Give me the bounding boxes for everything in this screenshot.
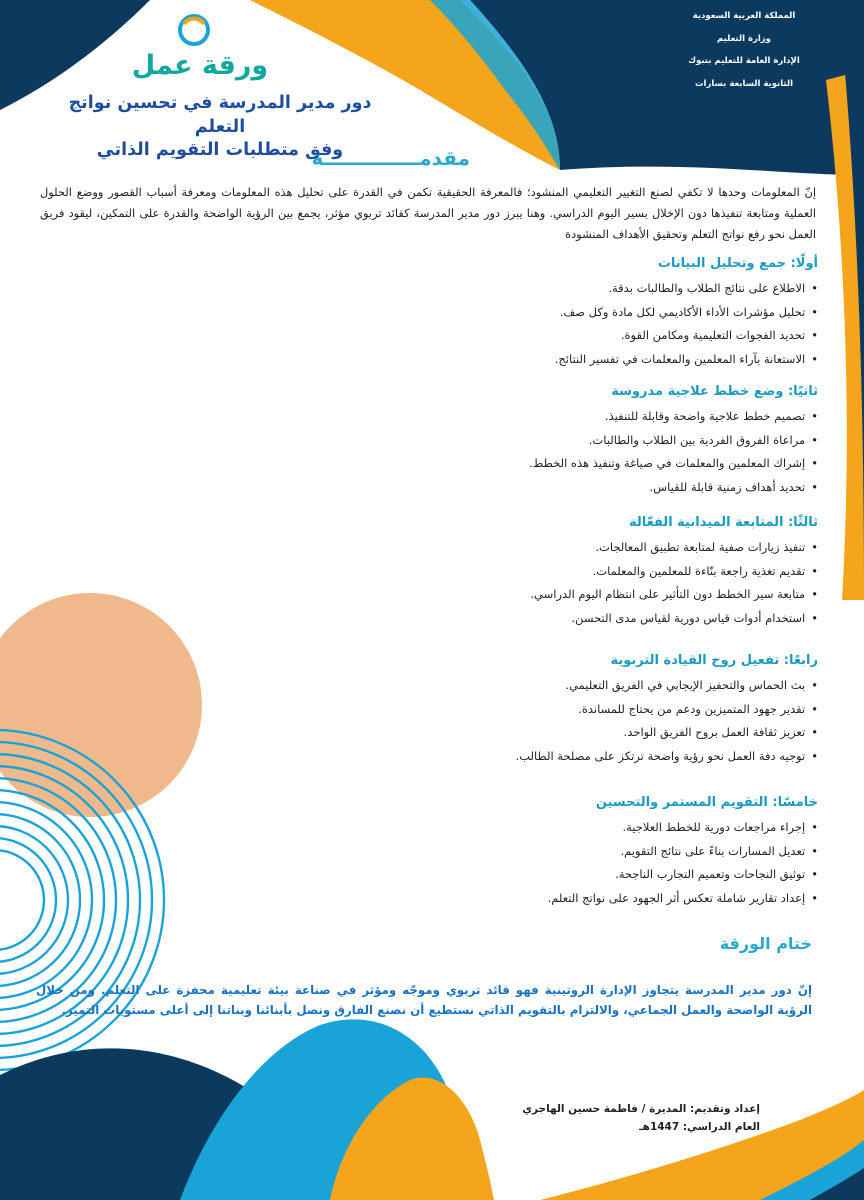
list-item: •الاطلاع على نتائج الطلاب والطالبات بدقة. — [608, 281, 818, 295]
ministry-logo-icon — [178, 14, 210, 46]
title-line-2: وفق متطلبات التقويم الذاتي — [96, 140, 344, 161]
list-item: •تصميم خطط علاجية واضحة وقابلة للتنفيذ. — [604, 409, 818, 423]
section-2 — [258, 384, 818, 499]
title-line-1: دور مدير المدرسة في تحسين نواتج التعلم — [68, 93, 372, 137]
section-4 — [258, 653, 818, 768]
list-item: •تحديد الفجوات التعليمية ومكامن القوة. — [620, 328, 818, 343]
section-1 — [258, 256, 818, 371]
list-item: •تعديل المسارات بناءً على نتائج التقويم. — [620, 843, 818, 858]
list-item: •توجيه دفة العمل نحو رؤية واضحة ترتكز على مصلحة الطالب. — [515, 748, 818, 763]
list-item: •متابعة سير الخطط دون التأثير على انتظام اليوم الدراسي. — [530, 587, 818, 602]
ministry-header — [664, 12, 824, 102]
list-item: •إعداد تقارير شاملة تعكس أثر الجهود على نواتج التعلم. — [547, 890, 818, 905]
section-4-list — [258, 674, 818, 768]
section-5-heading: خامسًا: التقويم المستمر والتحسين — [595, 795, 818, 810]
list-item: •مراعاة الفروق الفردية بين الطلاب والطالبات. — [588, 432, 818, 447]
closing-heading: ختام الورقة — [719, 934, 812, 953]
list-item: •استخدام أدوات قياس دورية لقياس مدى التحسن. — [571, 610, 818, 625]
list-item: •تقدير جهود المتميزين ودعم من يحتاج للمساندة. — [578, 701, 818, 716]
section-3-heading: ثالثًا: المتابعة الميدانية الفعّالة — [628, 515, 818, 530]
ministry-name: وزارة التعليم — [717, 33, 771, 44]
list-item: •إجراء مراجعات دورية للخطط العلاجية. — [622, 820, 818, 834]
doc-type-label: ورقة عمل — [131, 50, 269, 81]
section-5-list — [258, 816, 818, 910]
list-item: •توثيق النجاحات وتعميم التجارب الناجحة. — [615, 867, 818, 882]
academic-year: العام الدراسي: 1447هـ — [639, 1121, 760, 1133]
list-item: •تقديم تغذية راجعة بنّاءة للمعلمين والمعلمات. — [592, 563, 818, 578]
list-item: •تحليل مؤشرات الأداء الأكاديمي لكل مادة وكل صف. — [559, 304, 818, 319]
section-1-heading: أولًا: جمع وتحليل البيانات — [657, 256, 818, 271]
list-item: •تحديد أهداف زمنية قابلة للقياس. — [649, 479, 818, 494]
section-5 — [258, 795, 818, 910]
list-item: •تنفيذ زيارات صفية لمتابعة تطبيق المعالجات. — [595, 540, 818, 554]
footer-credits — [520, 1100, 760, 1136]
kingdom-name: المملكة العربية السعودية — [692, 11, 796, 21]
section-3 — [258, 515, 818, 630]
section-4-heading: رابعًا: تفعيل روح القيادة التربوية — [610, 653, 818, 668]
list-item: •إشراك المعلمين والمعلمات في صياغة وتنفيذ هذه الخطط. — [529, 456, 818, 471]
closing-paragraph: إنّ دور مدير المدرسة يتجاوز الإدارة الروتينية فهو قائد تربوي وموجّه ومؤثر في صناعة بيئة تعليمية محفزة على التعلم. ومن خلال الرؤية الواضحة والعمل الجماعي، والالتزام بالتقويم الذاتي نستطيع أن نصنع الفارق ونصل بأبنائنا وبناتنا إلى أعلى مستويات التميز. — [36, 983, 812, 1017]
prepared-by: إعداد وتقديم: المديرة / فاطمة حسين الهاجري — [522, 1103, 760, 1115]
list-item: •الاستعانة بآراء المعلمين والمعلمات في تفسير النتائج. — [554, 351, 818, 366]
intro-heading: مقدمــــــــــــــة — [311, 146, 470, 170]
list-item: •بث الحماس والتحفيز الإيجابي في الفريق التعليمي. — [565, 678, 818, 692]
section-2-heading: ثانيًا: وضع خطط علاجية مدروسة — [611, 384, 818, 399]
school-name: الثانوية السابعة بسارات — [694, 78, 794, 89]
section-1-list — [258, 277, 818, 371]
list-item: •تعزيز ثقافة العمل بروح الفريق الواحد. — [623, 725, 818, 740]
administration-name: الإدارة العامة للتعليم بتبوك — [688, 56, 800, 66]
section-3-list — [258, 536, 818, 630]
section-2-list — [258, 405, 818, 499]
intro-paragraph: إنّ المعلومات وحدها لا تكفي لصنع التغيير التعليمي المنشود؛ فالمعرفة الحقيقية تكمن في القدرة على تحليل هذه المعلومات ومعرفة أسباب القصور ووضع الحلول العملية ومتابعة تنفيذها دون الإخلال بسير اليوم الدراسي. وهنا يبرز دور مدير المدرسة كقائد تربوي مؤثر، يجمع بين الرؤية الواضحة والقدرة على التمكين، ليقود فريق العمل نحو رفع نواتج التعلم وتحقيق الأهداف المنشودة — [40, 185, 816, 241]
